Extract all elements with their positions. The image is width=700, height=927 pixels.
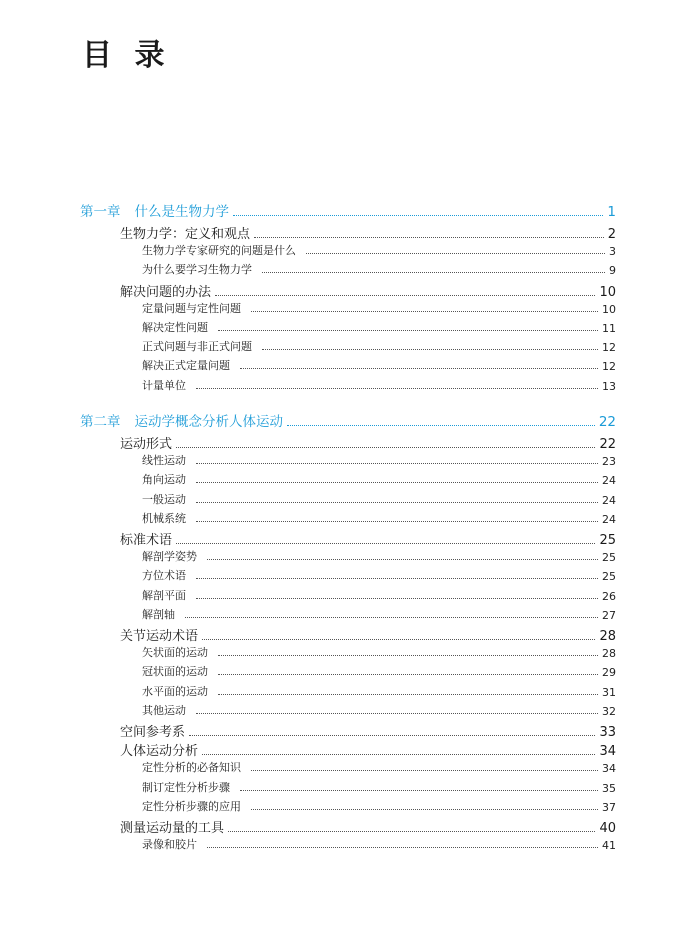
subsection-entry-label — [142, 759, 241, 775]
page-number: 13 — [602, 379, 616, 393]
page-number: 28 — [599, 629, 616, 644]
page-number: 26 — [602, 589, 616, 603]
subsection-title: 正式问题与非正式问题 — [142, 340, 252, 354]
dot-leader — [196, 578, 598, 579]
subsection-entry[interactable] — [142, 319, 616, 335]
subsection-entry-label — [142, 377, 186, 393]
dot-leader — [215, 295, 595, 296]
subsection-entry-label — [142, 779, 230, 795]
subsection-title: 矢状面的运动 — [142, 646, 208, 660]
subsection-entry-label — [142, 510, 186, 526]
subsection-entry[interactable] — [142, 644, 616, 660]
dot-leader — [233, 215, 603, 216]
subsection-title: 水平面的运动 — [142, 684, 208, 698]
section-entry[interactable] — [120, 281, 616, 300]
dot-leader — [240, 368, 598, 369]
subsection-title: 其他运动 — [142, 703, 186, 717]
subsection-entry-label — [142, 663, 208, 679]
page-number: 12 — [602, 341, 616, 355]
page-number: 40 — [599, 821, 616, 836]
page-number: 34 — [602, 762, 616, 776]
dot-leader — [262, 272, 605, 273]
subsection-entry-label — [142, 452, 186, 468]
chapter-title: 什么是生物力学 — [134, 204, 229, 220]
dot-leader — [287, 425, 595, 426]
subsection-entry[interactable] — [142, 471, 616, 487]
dot-leader — [254, 237, 604, 238]
subsection-entry-label — [142, 242, 296, 258]
subsection-title: 机械系统 — [142, 511, 186, 525]
page-number: 22 — [599, 437, 616, 452]
subsection-entry-label — [142, 683, 208, 699]
subsection-title: 冠状面的运动 — [142, 665, 208, 679]
dot-leader — [196, 388, 598, 389]
subsection-entry[interactable] — [142, 779, 616, 795]
subsection-entry[interactable] — [142, 300, 616, 316]
dot-leader — [262, 349, 598, 350]
page-number: 10 — [602, 302, 616, 316]
subsection-title: 线性运动 — [142, 454, 186, 468]
subsection-entry-label — [142, 644, 208, 660]
subsection-title: 一般运动 — [142, 492, 186, 506]
page-number: 25 — [599, 533, 616, 548]
dot-leader — [176, 543, 595, 544]
page-number: 12 — [602, 360, 616, 374]
chapter-entry-label — [80, 410, 283, 430]
subsection-entry[interactable] — [142, 377, 616, 393]
subsection-entry[interactable] — [142, 452, 616, 468]
subsection-title: 方位术语 — [142, 569, 186, 583]
dot-leader — [251, 809, 598, 810]
subsection-title: 解剖轴 — [142, 607, 175, 621]
section-entry[interactable] — [120, 721, 616, 740]
section-entry[interactable] — [120, 817, 616, 836]
subsection-title: 解决正式定量问题 — [142, 359, 230, 373]
dot-leader — [207, 559, 598, 560]
subsection-entry[interactable] — [142, 683, 616, 699]
chapter-entry[interactable] — [80, 200, 616, 220]
subsection-entry[interactable] — [142, 759, 616, 775]
subsection-entry-label — [142, 587, 186, 603]
dot-leader — [251, 311, 598, 312]
section-entry-label — [120, 433, 172, 452]
subsection-entry[interactable] — [142, 606, 616, 622]
subsection-entry-label — [142, 836, 197, 852]
section-entry[interactable] — [120, 529, 616, 548]
section-entry-label — [120, 529, 172, 548]
subsection-entry[interactable] — [142, 587, 616, 603]
page-number: 24 — [602, 512, 616, 526]
subsection-entry[interactable] — [142, 338, 616, 354]
section-title: 运动形式 — [120, 437, 173, 452]
subsection-entry[interactable] — [142, 663, 616, 679]
dot-leader — [202, 754, 595, 755]
subsection-entry[interactable] — [142, 798, 616, 814]
page-number: 28 — [602, 647, 616, 661]
chapter-entry-label — [80, 200, 229, 220]
subsection-entry-label — [142, 338, 252, 354]
page-number: 24 — [602, 474, 616, 488]
dot-leader — [176, 447, 595, 448]
page-number: 31 — [602, 685, 616, 699]
subsection-entry-label — [142, 702, 186, 718]
section-title: 关节运动术语 — [120, 629, 199, 644]
section-entry-label — [120, 817, 224, 836]
subsection-entry[interactable] — [142, 548, 616, 564]
page-number: 25 — [602, 551, 616, 565]
section-title: 测量运动量的工具 — [120, 821, 225, 836]
subsection-entry-label — [142, 798, 241, 814]
subsection-title: 角向运动 — [142, 473, 186, 487]
dot-leader — [240, 790, 598, 791]
dot-leader — [196, 521, 598, 522]
subsection-entry[interactable] — [142, 357, 616, 373]
subsection-entry-label — [142, 606, 175, 622]
subsection-entry-label — [142, 357, 230, 373]
subsection-title: 解剖学姿势 — [142, 550, 197, 564]
section-title: 人体运动分析 — [120, 744, 199, 760]
page-number: 35 — [602, 781, 616, 795]
subsection-entry-label — [142, 567, 186, 583]
subsection-entry[interactable] — [142, 491, 616, 507]
chapter-number: 第二章 — [80, 414, 121, 430]
dot-leader — [185, 617, 598, 618]
subsection-entry-label — [142, 319, 208, 335]
dot-leader — [218, 655, 598, 656]
page-number: 24 — [602, 493, 616, 507]
subsection-title: 为什么要学习生物力学 — [142, 263, 252, 277]
subsection-title: 定性分析步骤的应用 — [142, 799, 241, 813]
subsection-title: 定性分析的必备知识 — [142, 761, 241, 775]
subsection-entry[interactable] — [142, 702, 616, 718]
section-title: 解决问题的办法 — [120, 284, 212, 300]
dot-leader — [228, 831, 595, 832]
dot-leader — [202, 639, 595, 640]
subsection-title: 解剖平面 — [142, 588, 186, 602]
section-entry-label — [120, 223, 250, 242]
subsection-title: 解决定性问题 — [142, 321, 208, 334]
page-number: 3 — [609, 245, 616, 259]
page-number: 11 — [602, 322, 616, 335]
section-title: 生物力学：定义和观点 — [120, 227, 251, 242]
page-title: 目 录 — [82, 38, 171, 73]
page-number: 41 — [602, 839, 616, 853]
dot-leader — [218, 674, 598, 675]
page-number: 10 — [599, 284, 616, 300]
page-number: 29 — [602, 666, 616, 680]
subsection-title: 计量单位 — [142, 378, 186, 392]
page-number: 25 — [602, 570, 616, 584]
dot-leader — [218, 694, 598, 695]
subsection-entry-label — [142, 300, 241, 316]
subsection-entry-label — [142, 491, 186, 507]
subsection-entry-label — [142, 261, 252, 277]
section-entry[interactable] — [120, 740, 616, 759]
page-number: 33 — [599, 725, 616, 740]
page-number: 34 — [599, 744, 616, 760]
dot-leader — [218, 330, 598, 331]
section-entry-label — [120, 625, 198, 644]
page-number: 9 — [609, 264, 616, 278]
dot-leader — [196, 502, 598, 503]
dot-leader — [251, 770, 598, 771]
section-entry-label — [120, 281, 211, 300]
subsection-title: 定量问题与定性问题 — [142, 301, 241, 315]
subsection-title: 生物力学专家研究的问题是什么 — [142, 244, 296, 258]
dot-leader — [306, 253, 605, 254]
subsection-title: 制订定性分析步骤 — [142, 780, 230, 794]
section-entry-label — [120, 740, 198, 759]
section-title: 标准术语 — [120, 533, 173, 548]
dot-leader — [196, 713, 598, 714]
subsection-entry[interactable] — [142, 836, 616, 852]
section-entry[interactable] — [120, 223, 616, 242]
section-entry[interactable] — [120, 625, 616, 644]
section-entry-label — [120, 721, 185, 740]
subsection-entry-label — [142, 548, 197, 564]
chapter-title: 运动学概念分析人体运动 — [134, 414, 283, 430]
subsection-entry[interactable] — [142, 242, 616, 258]
section-entry[interactable] — [120, 433, 616, 452]
subsection-entry[interactable] — [142, 567, 616, 583]
page-number: 27 — [602, 608, 616, 622]
page-number: 22 — [598, 414, 616, 430]
page-number: 23 — [602, 455, 616, 469]
subsection-entry[interactable] — [142, 510, 616, 526]
dot-leader — [196, 598, 598, 599]
chapter-entry[interactable] — [80, 410, 616, 430]
section-title: 空间参考系 — [120, 725, 186, 740]
subsection-title: 录像和胶片 — [142, 838, 197, 852]
dot-leader — [207, 847, 598, 848]
dot-leader — [189, 735, 595, 736]
page-number: 32 — [602, 704, 616, 718]
subsection-entry-label — [142, 471, 186, 487]
page-number: 1 — [607, 204, 616, 220]
page-number: 2 — [607, 227, 616, 242]
page-number: 37 — [602, 800, 616, 814]
dot-leader — [196, 482, 598, 483]
dot-leader — [196, 463, 598, 464]
subsection-entry[interactable] — [142, 261, 616, 277]
chapter-number: 第一章 — [80, 204, 121, 220]
